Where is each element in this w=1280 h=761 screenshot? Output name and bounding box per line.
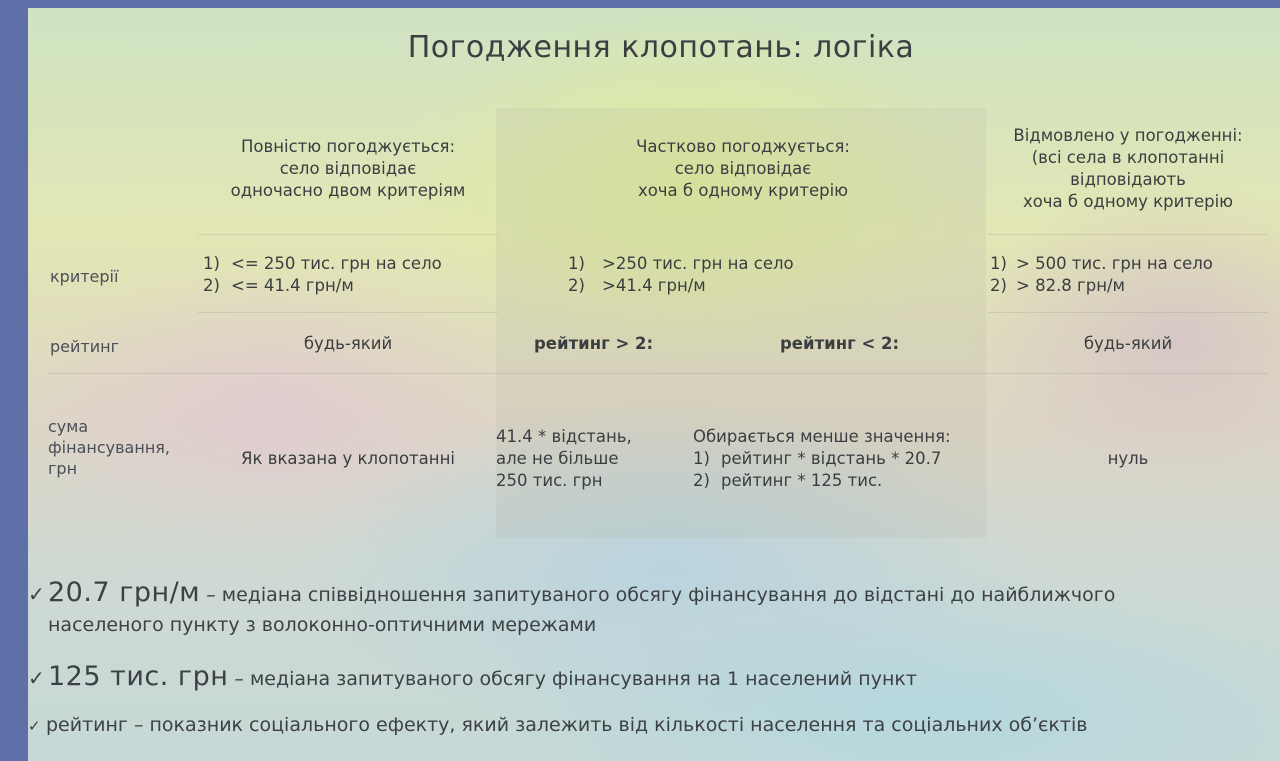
header-partial: Частково погоджується: село відповідає хоча б одному критерію <box>636 137 850 200</box>
rating-denied: будь-який <box>1083 334 1173 353</box>
row-label-sum: сума фінансування, грн <box>48 417 170 478</box>
note-125 <box>28 662 1268 694</box>
list-item: 2) >41.4 грн/м <box>568 276 706 295</box>
row-label-criteria: критерії <box>50 267 119 286</box>
criteria-partial <box>568 253 868 297</box>
rating-partial-high: рейтинг > 2: <box>534 334 654 353</box>
note-20-7 <box>28 578 1268 640</box>
note-text-line2: населеного пункту з волоконно-оптичними мережами <box>48 614 597 636</box>
divider <box>198 312 498 313</box>
check-icon: ✓ <box>28 666 45 690</box>
list-item: 2) > 82.8 грн/м <box>990 276 1125 295</box>
check-icon: ✓ <box>28 717 41 735</box>
header-full: Повністю погоджується: село відповідає одночасно двом критеріям <box>230 137 466 200</box>
header-denied: Відмовлено у погодженні: (всі села в клопотанні відповідають хоча б одному критерію <box>1013 126 1243 211</box>
note-term: 20.7 грн/м <box>48 577 201 608</box>
row-label-rating: рейтинг <box>50 337 119 356</box>
divider <box>48 373 1268 374</box>
divider <box>988 312 1268 313</box>
list-item: 2) рейтинг * 125 тис. <box>693 471 883 490</box>
divider <box>988 234 1268 235</box>
divider <box>198 234 498 235</box>
sum-denied: нуль <box>1107 449 1149 468</box>
list-item: 1) рейтинг * відстань * 20.7 <box>693 449 942 468</box>
list-item: 1) >250 тис. грн на село <box>568 254 794 273</box>
list-item: 1) <= 250 тис. грн на село <box>203 254 442 273</box>
note-text: – показник соціального ефекту, який залежить від кількості населення та соціальних об’єктів <box>127 714 1088 736</box>
note-term: рейтинг <box>46 714 128 736</box>
list-item: 1) > 500 тис. грн на село <box>990 254 1213 273</box>
slide-title: Погодження клопотань: логіка <box>407 30 915 65</box>
sum-partial-low: Обирається менше значення: 1) рейтинг * відстань * 20.7 2) рейтинг * 125 тис. <box>693 426 988 492</box>
note-text: – медіана співвідношення запитуваного обсягу фінансування до відстані до найближчого <box>200 584 1116 606</box>
check-icon: ✓ <box>28 582 45 606</box>
rating-partial-low: рейтинг < 2: <box>780 334 900 353</box>
slide <box>28 8 1280 761</box>
list-item: 2) <= 41.4 грн/м <box>203 276 354 295</box>
note-rating <box>28 710 1268 741</box>
note-term: 125 тис. грн <box>48 661 229 692</box>
rating-full: будь-який <box>303 334 393 353</box>
criteria-full <box>203 253 493 297</box>
note-text: – медіана запитуваного обсягу фінансування на 1 населений пункт <box>228 668 917 690</box>
criteria-denied <box>990 253 1270 297</box>
sum-partial-high: 41.4 * відстань, але не більше 250 тис. грн <box>496 427 632 490</box>
sum-full: Як вказана у клопотанні <box>241 449 455 468</box>
